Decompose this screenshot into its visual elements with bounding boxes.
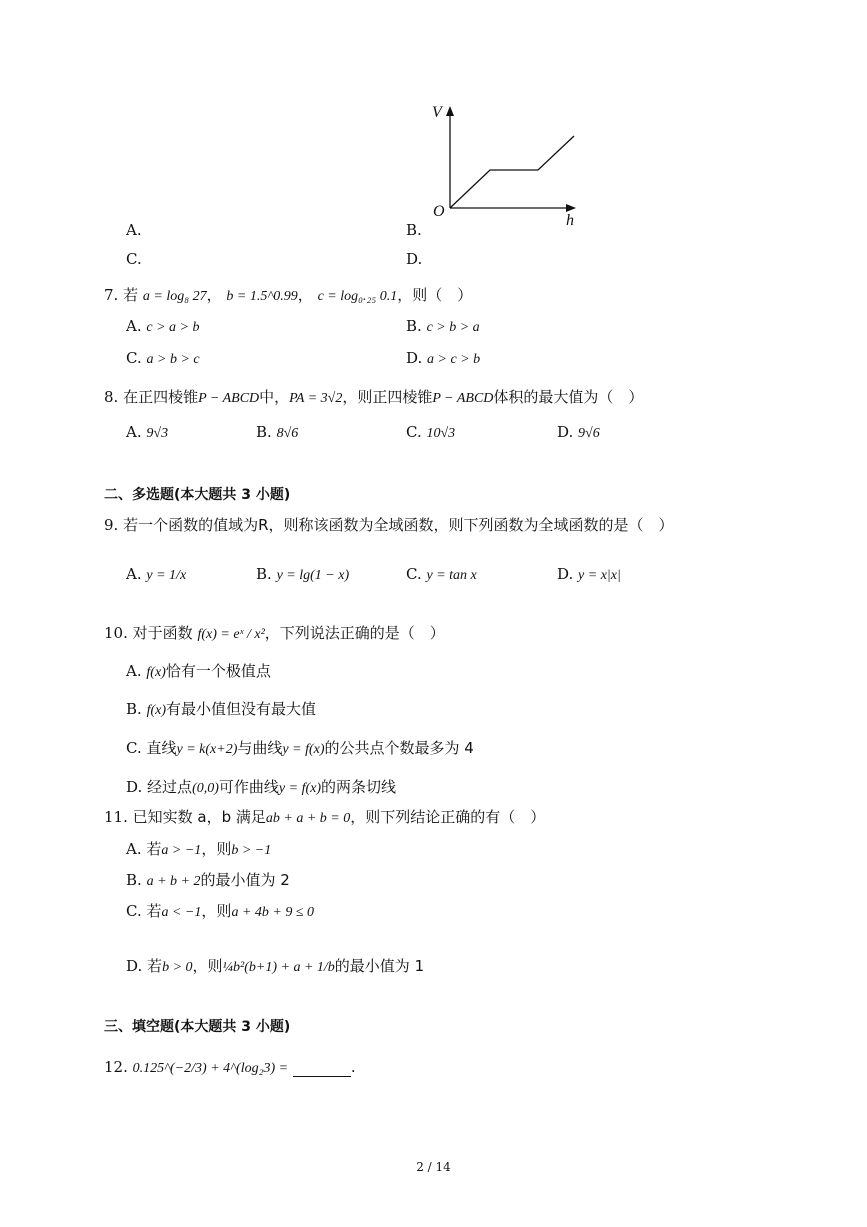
q8-option-b: B. 8√6 — [256, 423, 299, 441]
h-axis-label: h — [566, 212, 574, 229]
q12-answer-blank[interactable] — [293, 1062, 351, 1077]
origin-label: O — [433, 203, 445, 220]
q9-option-c: C. y = tan x — [406, 565, 477, 583]
q9-option-d: D. y = x|x| — [557, 565, 621, 583]
q11-option-b: B. a + b + 2的最小值为 2 — [126, 871, 290, 889]
q9-option-b: B. y = lg(1 − x) — [256, 565, 350, 583]
q8-option-c: C. 10√3 — [406, 423, 456, 441]
v-axis-arrow — [446, 106, 454, 116]
q10-option-c: C. 直线y = k(x+2)与曲线y = f(x)的公共点个数最多为 4 — [126, 739, 474, 757]
q7-stem: 7. 若 a = log₈ 27， b = 1.5^0.99， c = log₀.₂₅ 0.1，则（ ） — [104, 286, 473, 304]
section-heading-fill-in: 三、填空题(本大题共 3 小题) — [104, 1019, 291, 1035]
h-axis-arrow — [566, 204, 576, 212]
q11-option-c: C. 若a < −1，则a + 4b + 9 ≤ 0 — [126, 902, 315, 920]
q12-stem: 12. 0.125^(−2/3) + 4^(log₂3) = . — [104, 1058, 356, 1076]
section-heading-multiple-choice: 二、多选题(本大题共 3 小题) — [104, 487, 291, 503]
volume-height-graph — [420, 100, 590, 230]
q7-option-c: C. a > b > c — [126, 349, 200, 367]
q10-option-a: A. f(x)恰有一个极值点 — [126, 662, 271, 680]
q6-option-b: B. — [406, 221, 422, 239]
q11-option-a: A. 若a > −1，则b > −1 — [126, 840, 272, 858]
q8-option-a: A. 9√3 — [126, 423, 169, 441]
q6-option-c: C. — [126, 250, 142, 268]
q8-stem: 8. 在正四棱锥P − ABCD中，PA = 3√2，则正四棱锥P − ABCD体积的最大值为（ ） — [104, 388, 644, 406]
q9-option-a: A. y = 1/x — [126, 565, 187, 583]
q10-option-b: B. f(x)有最小值但没有最大值 — [126, 700, 317, 718]
q11-stem: 11. 已知实数 a，b 满足ab + a + b = 0，则下列结论正确的有（ ） — [104, 808, 546, 826]
q7-option-b: B. c > b > a — [406, 317, 480, 335]
q11-option-d: D. 若b > 0，则¼b²(b+1) + a + 1/b的最小值为 1 — [126, 957, 425, 975]
v-axis-label: V — [432, 104, 442, 121]
q9-stem: 9. 若一个函数的值域为R，则称该函数为全域函数，则下列函数为全域函数的是（ ） — [104, 516, 674, 534]
graph-line — [450, 136, 574, 208]
q6-option-d: D. — [406, 250, 423, 268]
q7-option-d: D. a > c > b — [406, 349, 481, 367]
q7-option-a: A. c > a > b — [126, 317, 200, 335]
q6-option-a: A. — [126, 221, 142, 239]
q10-option-d: D. 经过点(0,0)可作曲线y = f(x)的两条切线 — [126, 778, 397, 796]
q10-stem: 10. 对于函数 f(x) = eˣ / x²，下列说法正确的是（ ） — [104, 624, 445, 642]
q8-option-d: D. 9√6 — [557, 423, 600, 441]
page-number: 2 / 14 — [416, 1160, 451, 1174]
